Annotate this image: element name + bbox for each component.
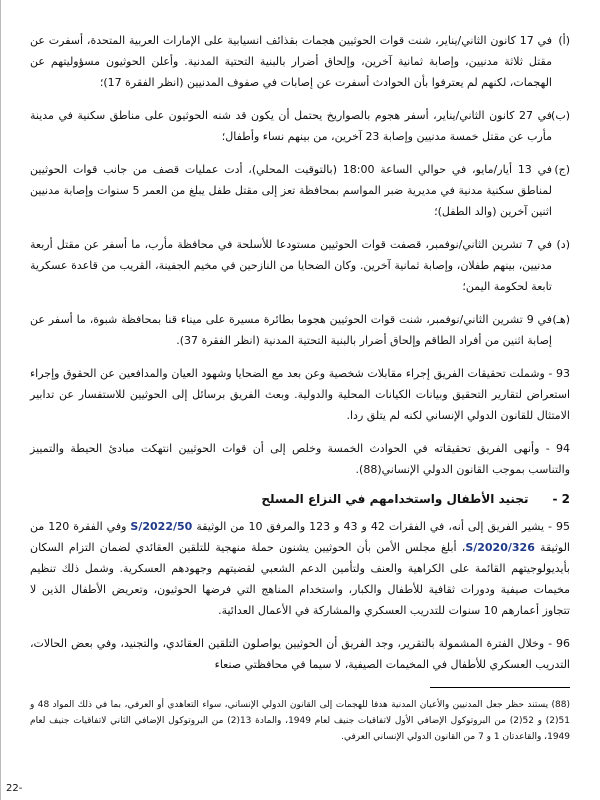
list-item-b [30, 105, 570, 147]
footnote-divider [430, 687, 570, 688]
list-item-a [30, 30, 570, 93]
item-text: في 27 كانون الثاني/يناير، أسفر هجوم بالصواريخ يحتمل أن يكون قد شنه الحوثيون على مناطق سكنية في مدينة مأرب عن مقتل خمسة مدنيين وإصابة 23 آخرين، من بينهم نساء وأطفال؛ [30, 109, 552, 143]
item-text: في 13 أيار/مايو، في حوالي الساعة 18:00 (بالتوقيت المحلي)، أدت عمليات قصف من جانب قوات الحوثيين لمناطق سكنية مدنية في مديرية ضبر المواسم بمحافظة تعز إلى مقتل طفل يبلغ من العمر 5 سنوات وإصابة مدنيين اثنين آخرين (والد الطفل)؛ [30, 163, 552, 218]
document-link-s-2022-50[interactable]: S/2022/50 [130, 520, 193, 533]
paragraph-93: 93 - وشملت تحقيقات الفريق إجراء مقابلات شخصية وعن بعد مع الضحايا وشهود العيان والمدافعين عن الحقوق وإجراء استعراض لتقارير التحقيق وبيانات الكيانات المحلية والدولية. وبعث الفريق برسائل إلى الحوثيين للاستفسار عن تدابير الامتثال للقانون الدولي الإنساني لكنه لم يتلق ردا. [30, 367, 570, 422]
paragraph-95-text-b: وفي الفقرة 120 من الوثيقة [30, 520, 570, 554]
item-text: في 9 تشرين الثاني/نوفمبر، شنت قوات الحوثيين هجوما بطائرة مسيرة على ميناء قنا بمحافظة شبوة، ما أسفر عن إصابة اثنين من أفراد الطاقم وإلحاق أضرار بالبنية التحتية المدنية (انظر الفقرة 37). [30, 313, 552, 347]
item-marker: (د) [556, 238, 570, 251]
page-edge-line [0, 0, 1, 800]
item-text: في 7 تشرين الثاني/نوفمبر، قصفت قوات الحوثيين مستودعا للأسلحة في محافظة مأرب، ما أسفر عن مقتل أربعة مدنيين، بينهم طفلان، وإصابة ثمانية آخرين. وكان الضحايا من النازحين في مخيم الجفينة، القريب من قاعدة عسكرية تابعة لحكومة اليمن؛ [30, 238, 552, 293]
document-link-s-2020-326[interactable]: S/2020/326 [465, 541, 535, 554]
item-marker: (ج) [554, 163, 570, 176]
section-number: 2 - [552, 492, 570, 506]
paragraph-95-text-a: 95 - يشير الفريق إلى أنه، في الفقرات 42 و 43 و 123 والمرفق 10 من الوثيقة [192, 520, 571, 533]
list-item-d [30, 234, 570, 297]
section-heading [30, 492, 570, 506]
paragraph-95 [30, 516, 570, 621]
item-marker: (ب) [551, 109, 570, 122]
footnote-88: (88) يستند حظر جعل المدنيين والأعيان المدنية هدفا للهجمات إلى القانون الدولي الإنساني، سواء التعاهدي أو العرفي، بما في ذلك المواد 48 و 51(2) و 52(2) من البروتوكول الإضافي الأول لاتفاقيات جنيف لعام 1949، والمادة 13(2) من البروتوكول الإضافي الثاني لاتفاقيات جنيف لعام 1949، والقاعدتان 1 و 7 من القانون الدولي الإنساني العرفي. [30, 700, 570, 742]
document-page [30, 30, 570, 800]
paragraph-94: 94 - وأنهى الفريق تحقيقاته في الحوادث الخمسة وخلص إلى أن قوات الحوثيين انتهكت مبادئ الحيطة والتمييز والتناسب بموجب القانون الدولي الإنساني(88). [30, 442, 570, 476]
page-number: 22- [6, 783, 23, 794]
item-text: في 17 كانون الثاني/يناير، شنت قوات الحوثيين هجمات بقذائف انسيابية على الإمارات العربية المتحدة، أسفرت عن مقتل ثلاثة مدنيين، وإصابة ثمانية آخرين، وإلحاق أضرار بالبنية التحتية المدنية. وأعلن الحوثيون مسؤوليتهم عن الهجمات، لكنهم لم يعترفوا بأن الحوادث أسفرت عن إصابات في صفوف المدنيين (انظر الفقرة 17)؛ [30, 34, 552, 89]
section-title: تجنيد الأطفال واستخدامهم في النزاع المسلح [261, 492, 529, 506]
item-marker: (هـ) [552, 313, 570, 326]
item-marker: (أ) [558, 34, 570, 47]
list-item-c [30, 159, 570, 222]
paragraph-95-text-c: ، أبلغ مجلس الأمن بأن الحوثيين يشنون حملة منهجية للتلقين العقائدي لضمان التزام السكان بأيديولوجيتهم القائمة على الكراهية والعنف ولتأمين الدعم الشعبي لقضيتهم وجهودهم العسكرية. وشمل ذلك تنظيم مخيمات صيفية ودورات ثقافية للأطفال والكبار، واستخدام المناهج التي فرضها الحوثيون، وتعريض الأطفال الذين لا تتجاوز أعمارهم 10 سنوات للتدريب العسكري والمشاركة في الأعمال العدائية. [30, 541, 570, 617]
paragraph-96: 96 - وخلال الفترة المشمولة بالتقرير، وجد الفريق أن الحوثيين يواصلون التلقين العقائدي، والتجنيد، وفي بعض الحالات، التدريب العسكري للأطفال في المخيمات الصيفية، لا سيما في محافظتي صنعاء [30, 637, 570, 671]
list-item-e [30, 309, 570, 351]
